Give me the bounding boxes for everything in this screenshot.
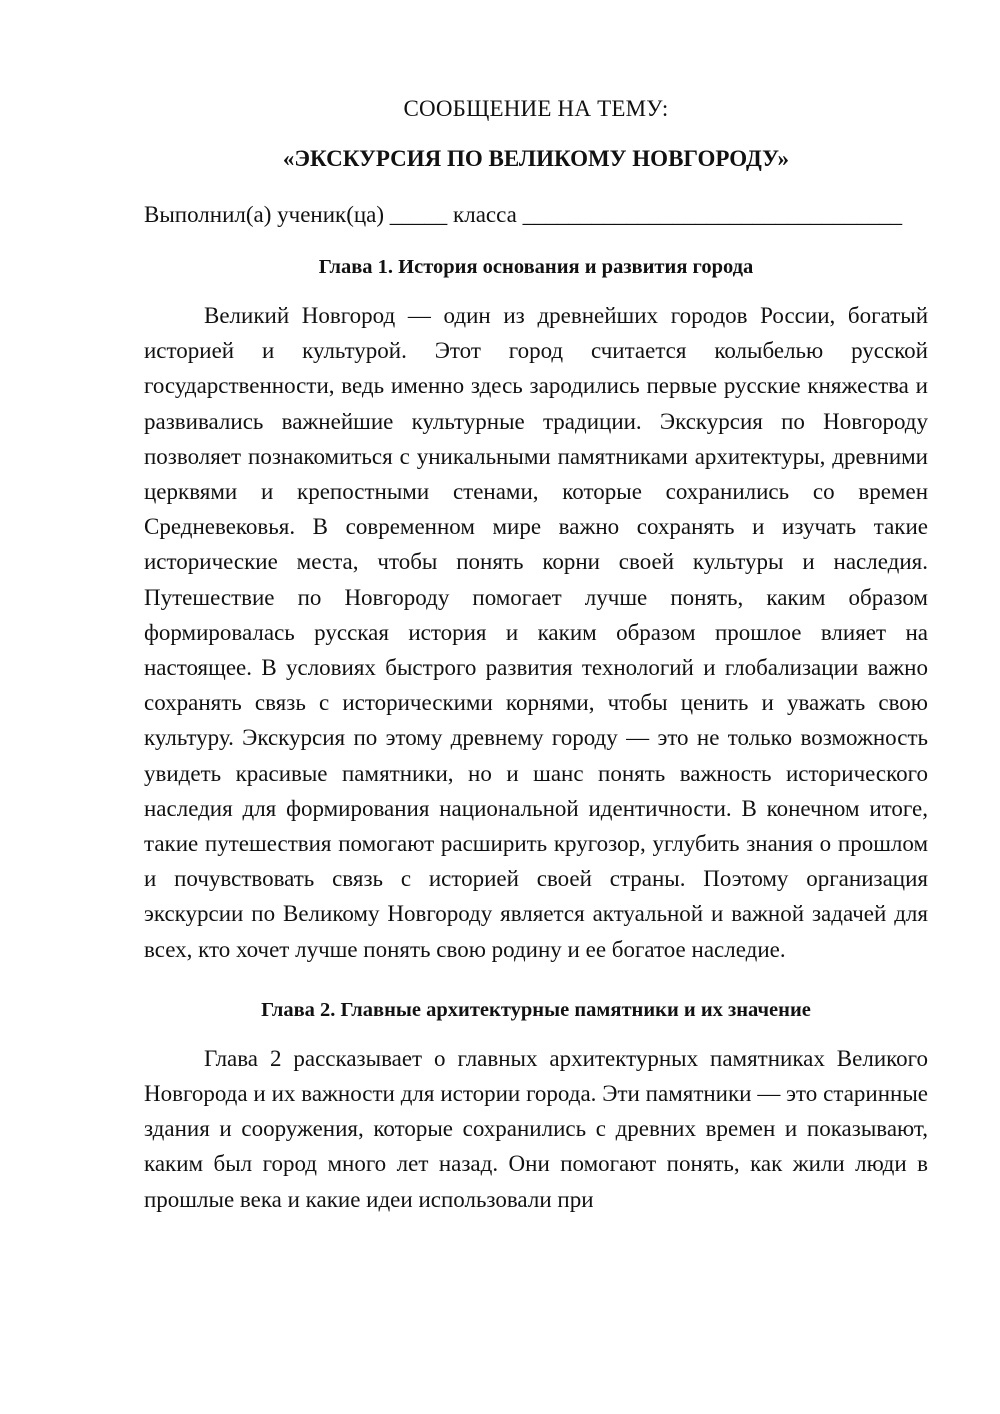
- chapter-1-title: Глава 1. История основания и развития города: [318, 256, 754, 278]
- document-page: [144, 92, 928, 1217]
- document-title-line-1: СООБЩЕНИЕ НА ТЕМУ:: [403, 96, 669, 121]
- document-title-line-2: «ЭКСКУРСИЯ ПО ВЕЛИКОМУ НОВГОРОДУ»: [282, 146, 790, 171]
- chapter-1-paragraph: Великий Новгород — один из древнейших городов России, богатый историей и культурой. Этот город считается колыбелью русской государственности, ведь именно здесь зародились первые русские княжества и развивались важнейшие культурные традиции. Экскурсия по Новгороду позволяет познакомиться с уникальными памятниками архитектуры, древними церквями и крепостными стенами, которые сохранились со времен Средневековья. В современном мире важно сохранять и изучать такие исторические места, чтобы понять корни своей культуры и наследия. Путешествие по Новгороду помогает лучше понять, каким образом формировалась русская история и каким образом прошлое влияет на настоящее. В условиях быстрого развития технологий и глобализации важно сохранять связь с историческими корнями, чтобы ценить и уважать свою культуру. Экскурсия по этому древнему городу — это не только возможность увидеть красивые памятники, но и шанс понять важность исторического наследия для формирования национальной идентичности. В конечном итоге, такие путешествия помогают расширить кругозор, углубить знания о прошлом и почувствовать связь с историей своей страны. Поэтому организация экскурсии по Великому Новгороду является актуальной и важной задачей для всех, кто хочет лучше понять свою родину и ее богатое наследие.: [144, 303, 928, 962]
- author-line: Выполнил(а) ученик(ца) _____ класса _________________________________: [144, 202, 903, 227]
- chapter-2-paragraph: Глава 2 рассказывает о главных архитектурных памятниках Великого Новгорода и их важности для истории города. Эти памятники — это старинные здания и сооружения, которые сохранились с древних времен и показывают, каким был город много лет назад. Они помогают понять, как жили люди в прошлые века и какие идеи использовали при: [144, 1045, 928, 1212]
- chapter-2-title: Глава 2. Главные архитектурные памятники и их значение: [261, 998, 811, 1021]
